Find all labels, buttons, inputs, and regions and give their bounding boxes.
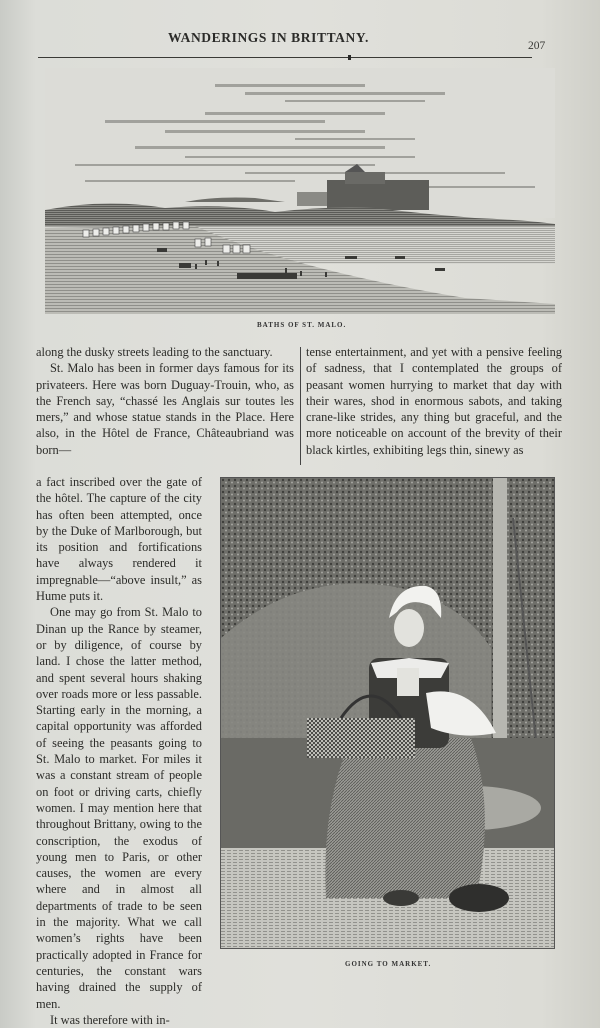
right-column-top [306,344,562,458]
left-column-narrow [36,474,202,1028]
paragraph: One may go from St. Malo to Dinan up the Rance by steamer, or by diligence, of course by land. I chose the latter method, and spent several hours shaking over roads more or less passable. Starting early in the morning, a capital opportunity was afforded of seeing the peasants going to St. Malo to market. For miles it was a constant stream of people on foot or driving carts, chiefly women. I may mention here that throughout Brittany, owing to the conscription, the exodus of young men to Paris, or other causes, the women are every where and in almost all departments of trade to be seen in the majority. What we call women’s rights have been practically adopted in France for centuries, the constant wars having drained the supply of men. [36,605,202,1011]
header-rule-ornament [348,55,351,60]
engraving-peasant-woman [221,478,554,948]
paragraph: It was therefore with in- [50,1012,170,1027]
left-column-top [36,344,294,458]
paragraph: along the dusky streets leading to the sanctuary. [36,345,273,359]
header-rule [38,57,532,58]
illustration-baths-of-st-malo [45,68,555,314]
engraving-seascape [45,68,555,314]
paragraph: a fact inscribed over the gate of the hôtel. The capture of the city has often been attempted, once by the Duke of Marlborough, but its position and fortifications have always rendered it impregnable—“above insult,” as Hume puts it. [36,475,202,604]
running-title: WANDERINGS IN BRITTANY. [168,30,369,45]
page-number: 207 [528,40,546,52]
figure-caption-market: GOING TO MARKET. [345,960,432,968]
figure-caption-baths: BATHS OF ST. MALO. [257,321,347,329]
paragraph: St. Malo has been in former days famous for its privateers. Here was born Duguay-Trouin, who, as the French say, “chassé les Anglais sur toutes les mers,” and whose statue stands in the Place. Here also, in the Hôtel de France, Châteaubriand was born— [36,361,294,457]
illustration-going-to-market [220,477,555,949]
paragraph: tense entertainment, and yet with a pensive feeling of sadness, that I contemplated the groups of peasant women hurrying to market that day with their wares, shod in enormous sabots, and taking crane-like strides, any thing but graceful, and the more noticeable on account of the brevity of their black kirtles, exhibiting legs thin, sinewy as [306,345,562,457]
column-rule [300,347,301,465]
